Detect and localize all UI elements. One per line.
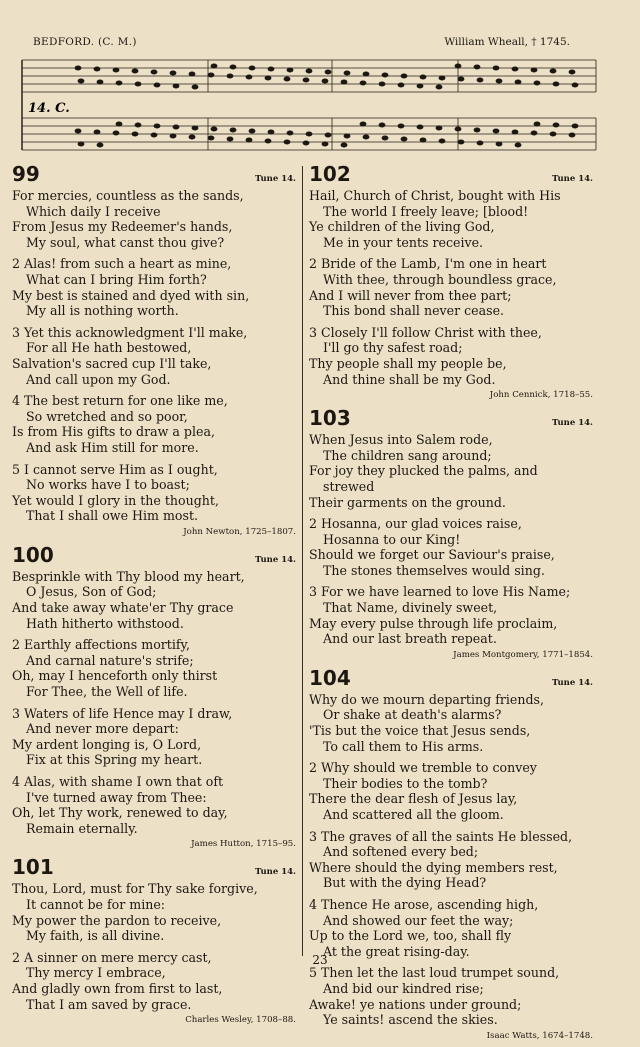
verse-line: From Jesus my Redeemer's hands,	[12, 219, 233, 235]
verse-line: And call upon my God.	[26, 371, 171, 387]
verse-line: 2 Hosanna, our glad voices raise,	[309, 516, 522, 532]
verse-line: For all He hath bestowed,	[26, 340, 192, 356]
right-column	[309, 162, 599, 1047]
verse-line: It cannot be for mine:	[26, 896, 166, 912]
verse-line: 3 Closely I'll follow Christ with thee,	[309, 324, 542, 340]
stanza	[309, 692, 599, 754]
stanza	[309, 188, 599, 250]
verse-line: Awake! ye nations under ground;	[309, 996, 522, 1012]
stanza	[12, 188, 302, 250]
verse-line: My all is nothing worth.	[26, 303, 179, 319]
hymn-header	[12, 855, 302, 881]
verse-line: My power the pardon to receive,	[12, 912, 222, 928]
stanza	[309, 432, 599, 510]
hymn-author: John Newton, 1725–1807.	[183, 526, 296, 537]
tune-name: BEDFORD. (C. M.)	[33, 36, 137, 48]
tune-reference: Tune 14.	[254, 867, 296, 878]
sheet-music	[18, 52, 618, 160]
verse-line: And softened every bed;	[323, 844, 479, 860]
hymn-number: 99	[12, 162, 40, 186]
verse-line: 4 Alas, with shame I own that oft	[12, 774, 224, 789]
verse-line: This bond shall never cease.	[323, 303, 505, 319]
hymn-number: 100	[12, 542, 54, 567]
verse-line: And bid our kindred rise;	[323, 980, 484, 996]
tune-reference: Tune 14.	[254, 174, 296, 184]
verse-line: No works have I to boast;	[26, 477, 190, 493]
stanza	[12, 569, 302, 631]
verse-line: Thou, Lord, must for Thy sake forgive,	[12, 881, 258, 897]
verse-line: And carnal nature's strife;	[26, 652, 194, 668]
verse-line: Fix at this Spring my heart.	[26, 752, 203, 768]
tune-reference: Tune 14.	[551, 418, 593, 429]
verse-line: The world I freely leave; [blood!	[323, 203, 529, 219]
verse-line: Their garments on the ground.	[309, 494, 506, 510]
verse-line: For joy they plucked the palms, and	[309, 463, 538, 479]
stanza	[309, 829, 599, 891]
hymn	[309, 666, 599, 1042]
verse-line: Hail, Church of Christ, bought with His	[309, 188, 561, 203]
verse-line: And thine shall be my God.	[323, 371, 496, 387]
verse-line: My ardent longing is, O Lord,	[12, 736, 202, 752]
verse-line: My best is stained and dyed with sin,	[12, 287, 250, 303]
column-divider	[302, 166, 303, 956]
hymn-author: James Hutton, 1715–95.	[191, 839, 296, 850]
stanza	[12, 325, 302, 387]
verse-line: Me in your tents receive.	[323, 234, 484, 250]
verse-line: 2 Bride of the Lamb, I'm one in heart	[309, 256, 547, 272]
verse-line: Yet would I glory in the thought,	[12, 492, 219, 508]
verse-line: Remain eternally.	[26, 820, 138, 836]
verse-line: 3 Yet this acknowledgment I'll make,	[12, 324, 248, 340]
verse-line: Salvation's sacred cup I'll take,	[12, 355, 212, 371]
verse-line: That I shall owe Him most.	[26, 508, 199, 524]
verse-line: There the dear flesh of Jesus lay,	[309, 791, 518, 807]
stanza	[12, 256, 302, 318]
hymn-author: James Montgomery, 1771–1854.	[453, 649, 593, 660]
verse-line: Hath hitherto withstood.	[26, 615, 184, 631]
verse-line: To call them to His arms.	[323, 738, 484, 754]
stanza	[309, 897, 599, 959]
tune-number: 14. C.	[28, 101, 70, 116]
verse-line: I'll go thy safest road;	[323, 340, 463, 356]
verse-line: Besprinkle with Thy blood my heart,	[12, 568, 245, 584]
verse-line: O Jesus, Son of God;	[26, 584, 157, 600]
stanza	[309, 965, 599, 1027]
verse-line: And ask Him still for more.	[26, 439, 199, 455]
stanza	[309, 516, 599, 578]
hymn	[12, 543, 302, 851]
stanza	[12, 706, 302, 768]
verse-line: And scattered all the gloom.	[323, 807, 504, 822]
verse-line: 3 Waters of life Hence may I draw,	[12, 705, 233, 721]
verse-line: Or shake at death's alarms?	[323, 707, 502, 723]
stanza	[12, 393, 302, 455]
verse-line: When Jesus into Salem rode,	[309, 432, 493, 448]
left-column	[12, 162, 302, 1031]
hymn-number: 104	[309, 665, 351, 690]
verse-line: And take away whate'er Thy grace	[12, 600, 234, 616]
verse-line: Ye saints! ascend the skies.	[323, 1012, 498, 1028]
verse-line: Their bodies to the tomb?	[323, 775, 488, 791]
stanza	[12, 881, 302, 943]
verse-line: 3 For we have learned to love His Name;	[309, 584, 571, 600]
verse-line: Thy people shall my people be,	[309, 355, 507, 371]
hymn-author: John Cennick, 1718–55.	[489, 390, 593, 401]
verse-line: Why do we mourn departing friends,	[309, 691, 544, 707]
stanza	[12, 462, 302, 524]
hymn-author: Isaac Watts, 1674–1748.	[486, 1030, 593, 1041]
verse-line: For mercies, countless as the sands,	[12, 188, 244, 203]
verse-line: For Thee, the Well of life.	[26, 684, 188, 700]
hymn-author: Charles Wesley, 1708–88.	[185, 1015, 296, 1026]
verse-line: But with the dying Head?	[323, 875, 487, 891]
verse-line: Should we forget our Saviour's praise,	[309, 547, 555, 563]
hymn	[12, 162, 302, 538]
stanza	[309, 760, 599, 822]
stanza	[309, 325, 599, 387]
hymn	[12, 855, 302, 1026]
verse-line: My soul, what canst thou give?	[26, 234, 225, 250]
verse-line: strewed	[323, 478, 375, 494]
hymn-number: 102	[309, 162, 351, 186]
verse-line: 2 A sinner on mere mercy cast,	[12, 949, 212, 965]
verse-line: 2 Earthly affections mortify,	[12, 637, 191, 653]
stanza	[12, 637, 302, 699]
verse-line: That I am saved by grace.	[26, 996, 192, 1012]
verse-line: 5 I cannot serve Him as I ought,	[12, 461, 218, 477]
hymn-header	[12, 543, 302, 569]
verse-line: And showed our feet the way;	[323, 912, 514, 928]
verse-line: What can I bring Him forth?	[26, 271, 207, 287]
verse-line: My faith, is all divine.	[26, 928, 165, 944]
hymn-number: 103	[309, 406, 351, 431]
verse-line: And I will never from thee part;	[309, 287, 512, 303]
stanza	[309, 256, 599, 318]
verse-line: Is from His gifts to draw a plea,	[12, 424, 215, 440]
hymn-header	[309, 666, 599, 692]
verse-line: And never more depart:	[26, 721, 179, 737]
verse-line: That Name, divinely sweet,	[323, 600, 498, 616]
verse-line: Which daily I receive	[26, 203, 161, 219]
verse-line: Where should the dying members rest,	[309, 859, 558, 875]
verse-line: Ye children of the living God,	[309, 219, 495, 235]
verse-line: So wretched and so poor,	[26, 408, 188, 424]
verse-line: And gladly own from first to last,	[12, 980, 223, 996]
verse-line: Up to the Lord we, too, shall fly	[309, 928, 512, 944]
verse-line: The children sang around;	[323, 447, 492, 463]
verse-line: May every pulse through life proclaim,	[309, 615, 558, 631]
verse-line: 4 The best return for one like me,	[12, 393, 228, 409]
verse-line: Oh, may I henceforth only thirst	[12, 668, 218, 684]
verse-line: 2 Alas! from such a heart as mine,	[12, 256, 232, 272]
tune-reference: Tune 14.	[551, 174, 593, 184]
verse-line: Oh, let Thy work, renewed to day,	[12, 805, 228, 821]
verse-line: 2 Why should we tremble to convey	[309, 760, 537, 776]
verse-line: 3 The graves of all the saints He blessed,	[309, 828, 573, 844]
verse-line: With thee, through boundless grace,	[323, 271, 557, 287]
verse-line: I've turned away from Thee:	[26, 789, 207, 805]
hymn	[309, 162, 599, 401]
hymn-header	[309, 406, 599, 432]
tune-reference: Tune 14.	[254, 554, 296, 565]
verse-line: 5 Then let the last loud trumpet sound,	[309, 965, 560, 981]
hymn-header	[309, 162, 599, 188]
hymn	[309, 406, 599, 661]
verse-line: 4 Thence He arose, ascending high,	[309, 896, 539, 912]
hymn-number: 101	[12, 855, 54, 880]
tune-reference: Tune 14.	[551, 677, 593, 688]
page-number: 23	[312, 953, 328, 967]
verse-line: 'Tis but the voice that Jesus sends,	[309, 723, 531, 739]
stanza	[309, 584, 599, 646]
verse-line: Hosanna to our King!	[323, 531, 461, 547]
verse-line: At the great rising-day.	[323, 943, 470, 959]
verse-line: The stones themselves would sing.	[323, 562, 545, 578]
hymn-header	[12, 162, 302, 188]
tune-composer: William Wheall, † 1745.	[444, 36, 570, 48]
verse-line: Thy mercy I embrace,	[26, 965, 166, 981]
stanza	[12, 774, 302, 836]
verse-line: And our last breath repeat.	[323, 631, 497, 647]
